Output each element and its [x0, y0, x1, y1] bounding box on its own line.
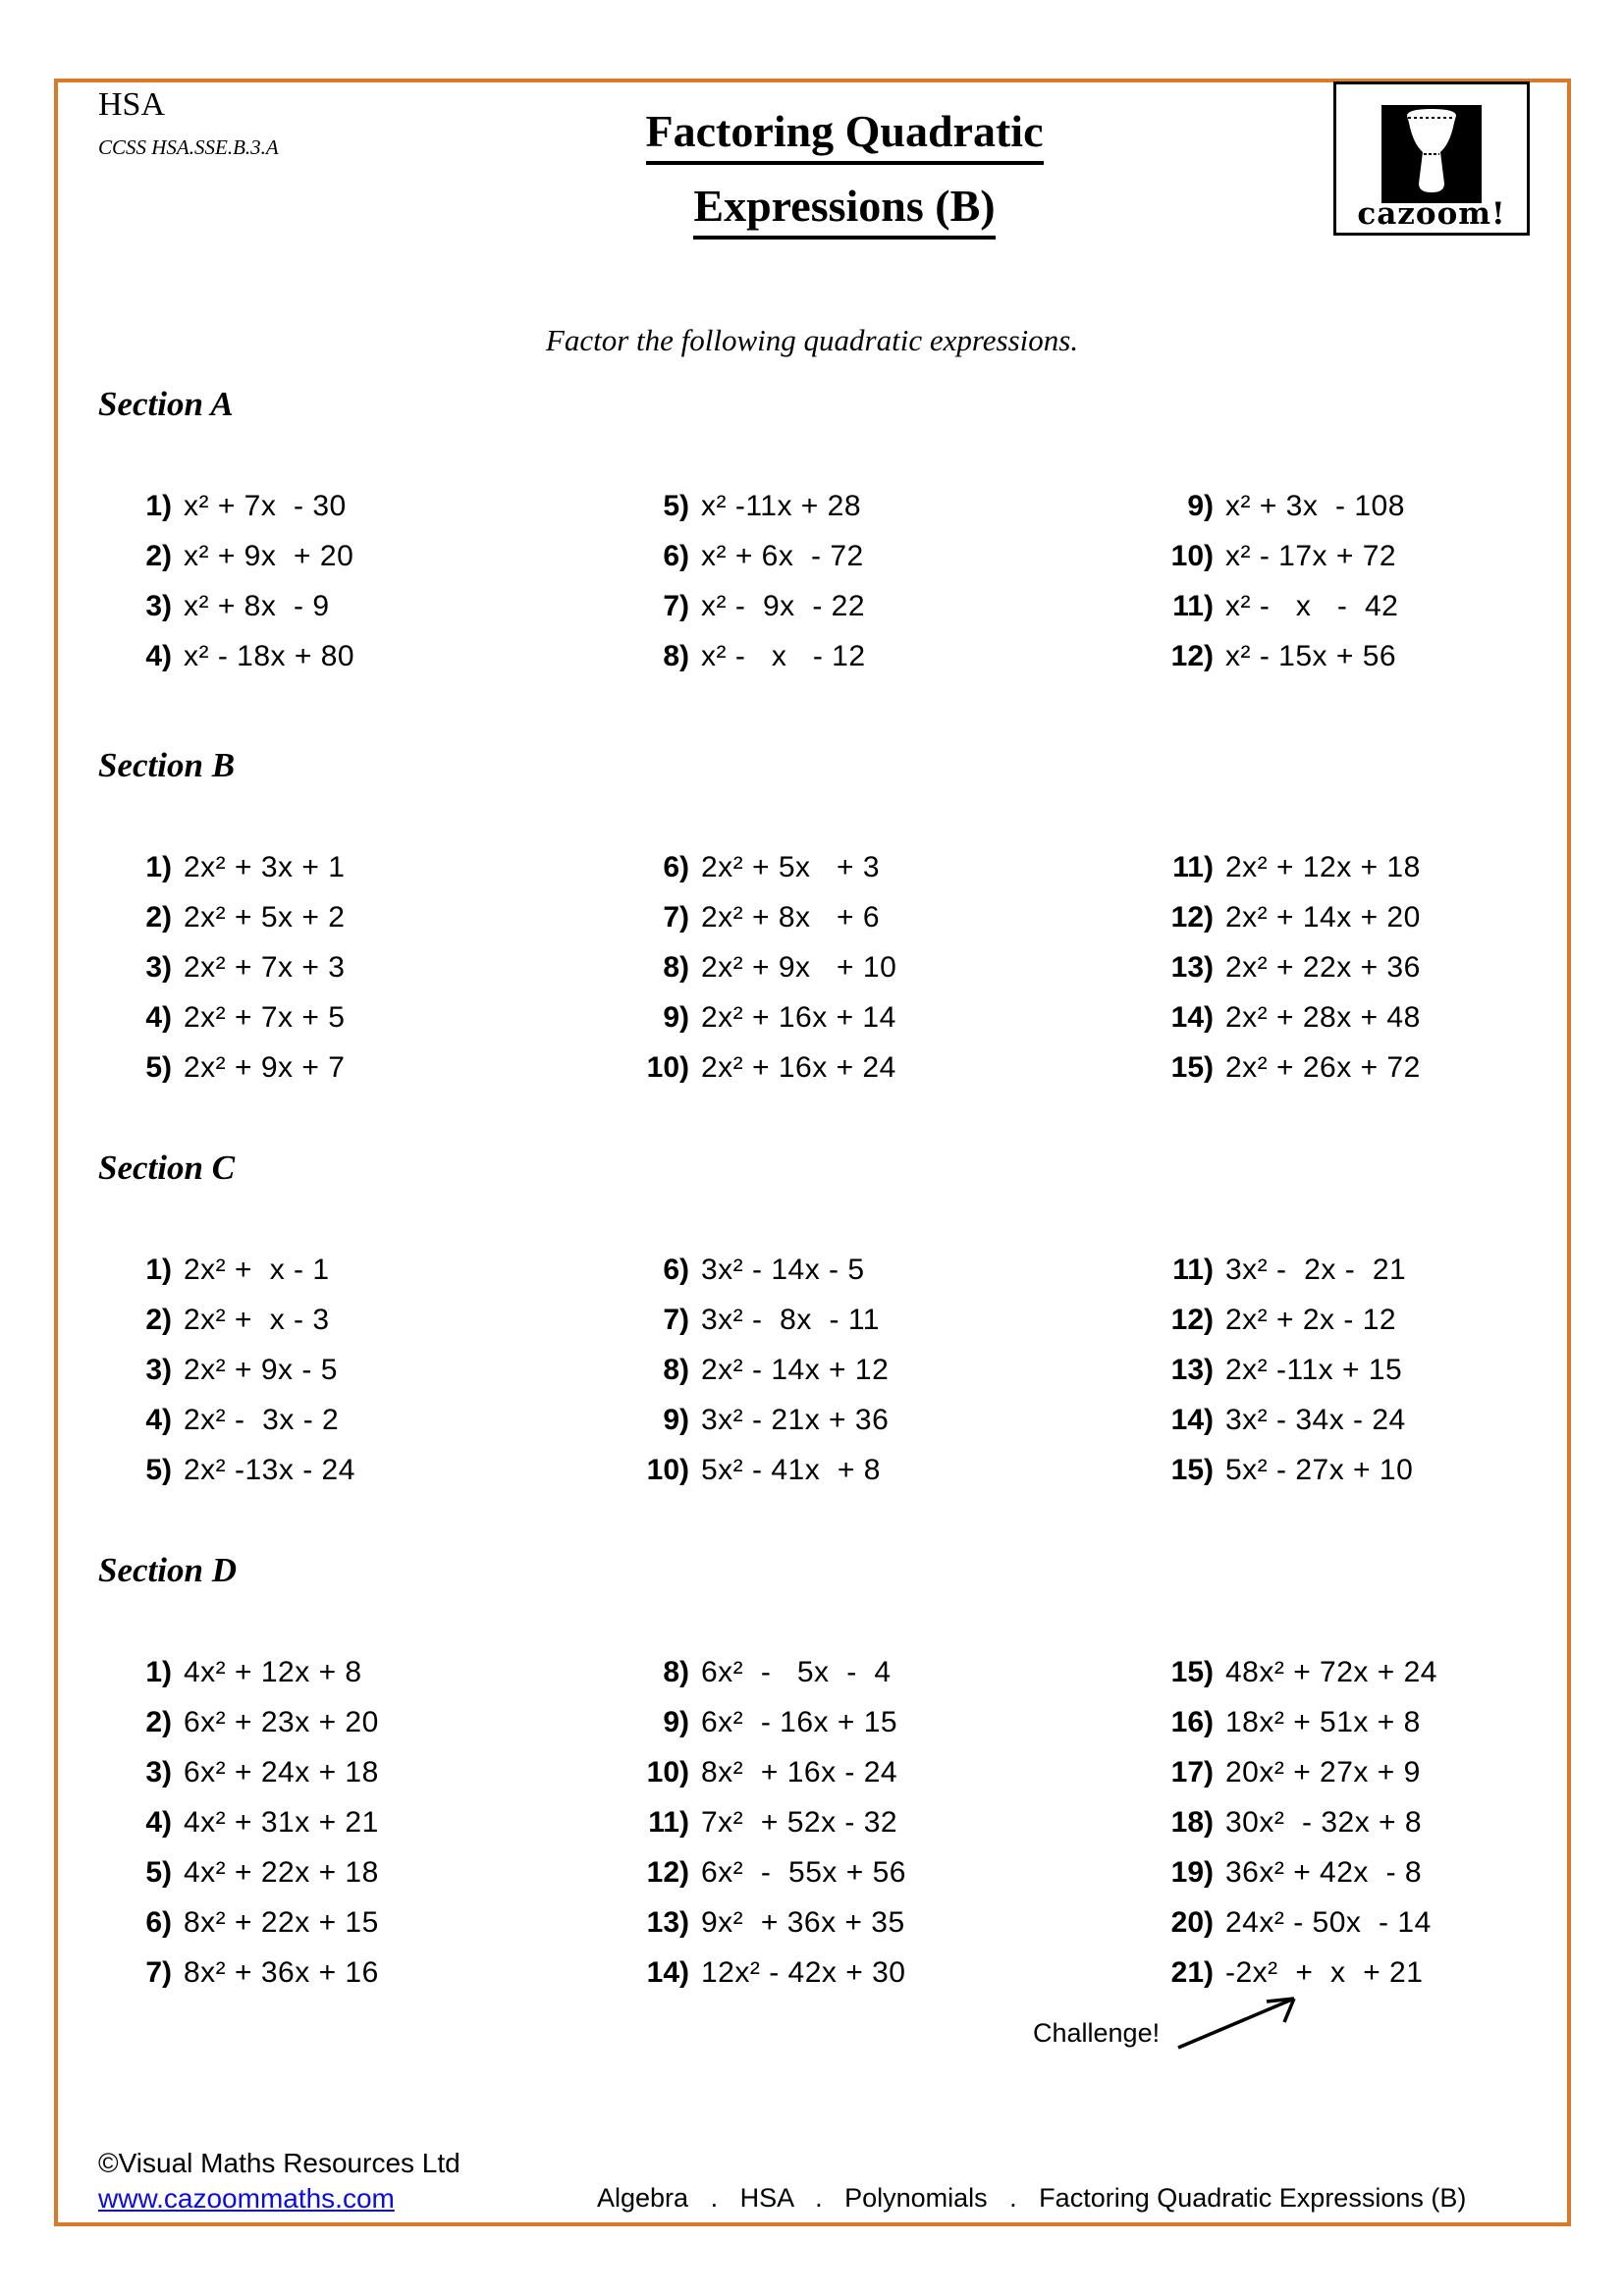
problem-expression: 2x² + 16x + 24 — [701, 1050, 896, 1084]
problem-number: 7) — [663, 1303, 689, 1336]
problem-number: 5) — [663, 489, 689, 522]
problem-item — [611, 1245, 889, 1295]
problem-item — [611, 531, 866, 581]
problem-item — [1135, 1847, 1437, 1897]
problem-expression: 4x² + 31x + 21 — [184, 1805, 379, 1839]
page-title-line1: Factoring Quadratic — [646, 102, 1044, 165]
problem-item — [1135, 581, 1405, 631]
problem-expression: 2x² + 2x - 12 — [1225, 1303, 1397, 1336]
problem-expression: x² + 7x - 30 — [184, 489, 347, 522]
problem-number: 2) — [145, 1303, 172, 1336]
problem-number: 20) — [1170, 1905, 1214, 1939]
problem-item — [1135, 992, 1421, 1042]
problem-number: 14) — [646, 1955, 689, 1989]
problem-item — [611, 1647, 906, 1697]
problem-item — [611, 1897, 906, 1948]
problem-expression: 2x² - 14x + 12 — [701, 1353, 890, 1386]
problem-item — [611, 992, 896, 1042]
problem-item — [93, 1847, 379, 1897]
problem-number: 15) — [1170, 1453, 1214, 1486]
problem-item — [93, 1245, 355, 1295]
problem-number: 11) — [1172, 1253, 1214, 1286]
problem-number: 6) — [663, 850, 689, 883]
problem-column — [1135, 1245, 1413, 1495]
problem-number: 10) — [646, 1453, 689, 1486]
problem-expression: 2x² + 9x - 5 — [184, 1353, 338, 1386]
problem-item — [611, 1042, 896, 1093]
problem-number: 16) — [1170, 1705, 1214, 1738]
problem-number: 10) — [646, 1050, 689, 1084]
problem-expression: 6x² + 23x + 20 — [184, 1705, 379, 1738]
problem-expression: 8x² + 22x + 15 — [184, 1905, 379, 1939]
problem-item — [611, 581, 866, 631]
problem-number: 18) — [1170, 1805, 1214, 1839]
problem-column — [611, 481, 866, 681]
problem-item — [611, 1797, 906, 1847]
problem-expression: 2x² + 8x + 6 — [701, 900, 881, 934]
problem-item — [1135, 892, 1421, 942]
problem-item — [1135, 531, 1405, 581]
problem-item — [1135, 1797, 1437, 1847]
problem-expression: 6x² - 55x + 56 — [701, 1855, 906, 1889]
problem-expression: 36x² + 42x - 8 — [1225, 1855, 1423, 1889]
problem-expression: 2x² + 3x + 1 — [184, 850, 346, 883]
problem-item — [93, 1445, 355, 1495]
problem-expression: 2x² + 28x + 48 — [1225, 1000, 1421, 1034]
problem-expression: 2x² + x - 3 — [184, 1303, 330, 1336]
problem-item — [93, 1042, 345, 1093]
problem-expression: x² - 17x + 72 — [1225, 539, 1397, 572]
problem-item — [1135, 1245, 1413, 1295]
problem-expression: 8x² + 16x - 24 — [701, 1755, 898, 1789]
problem-number: 9) — [663, 1403, 689, 1436]
problem-expression: 2x² + 22x + 36 — [1225, 950, 1421, 984]
problem-item — [93, 942, 345, 992]
problem-expression: 4x² + 12x + 8 — [184, 1655, 362, 1688]
problem-item — [611, 1395, 889, 1445]
problem-column — [93, 1647, 379, 1998]
problem-item — [611, 631, 866, 681]
problem-number: 12) — [1170, 1303, 1214, 1336]
problem-expression: 2x² + 16x + 14 — [701, 1000, 896, 1034]
problem-expression: x² - x - 12 — [701, 639, 866, 672]
section-heading: Section B — [98, 746, 236, 784]
problem-number: 7) — [663, 900, 689, 934]
problem-number: 12) — [1170, 639, 1214, 672]
problem-number: 1) — [145, 850, 172, 883]
problem-item — [611, 1445, 889, 1495]
problem-number: 11) — [1172, 850, 1214, 883]
problem-number: 21) — [1170, 1955, 1214, 1989]
problem-number: 4) — [145, 639, 172, 672]
problem-item — [93, 481, 354, 531]
problem-item — [1135, 1747, 1437, 1797]
problem-number: 1) — [145, 1253, 172, 1286]
problem-number: 11) — [1172, 589, 1214, 622]
problem-number: 13) — [1170, 1353, 1214, 1386]
problem-number: 6) — [663, 539, 689, 572]
problem-item — [93, 531, 354, 581]
problem-column — [611, 1245, 889, 1495]
problem-number: 2) — [145, 1705, 172, 1738]
section-heading: Section C — [98, 1148, 236, 1187]
problem-expression: x² + 6x - 72 — [701, 539, 864, 572]
problem-expression: 6x² - 5x - 4 — [701, 1655, 892, 1688]
problem-item — [611, 1697, 906, 1747]
problem-item — [93, 842, 345, 892]
problem-expression: 20x² + 27x + 9 — [1225, 1755, 1421, 1789]
problem-expression: x² -11x + 28 — [701, 489, 862, 522]
problem-item — [1135, 1897, 1437, 1948]
problem-expression: 2x² - 3x - 2 — [184, 1403, 340, 1436]
problem-item — [93, 1897, 379, 1948]
problem-expression: 2x² + x - 1 — [184, 1253, 330, 1286]
problem-expression: 8x² + 36x + 16 — [184, 1955, 379, 1989]
problem-item — [611, 1295, 889, 1345]
problem-expression: 2x² + 5x + 2 — [184, 900, 346, 934]
problem-expression: 18x² + 51x + 8 — [1225, 1705, 1421, 1738]
problem-number: 5) — [145, 1453, 172, 1486]
challenge-arrow-icon — [1170, 1985, 1318, 2058]
standard-code: CCSS HSA.SSE.B.3.A — [98, 135, 279, 159]
problem-expression: 3x² - 21x + 36 — [701, 1403, 890, 1436]
problem-number: 6) — [145, 1905, 172, 1939]
problem-number: 1) — [145, 1655, 172, 1688]
problem-number: 8) — [663, 950, 689, 984]
problem-number: 1) — [145, 489, 172, 522]
problem-item — [611, 842, 896, 892]
problem-expression: x² - x - 42 — [1225, 589, 1399, 622]
breadcrumb: Algebra . HSA . Polynomials . Factoring Quadratic Expressions (B) — [597, 2183, 1467, 2213]
problem-number: 8) — [663, 1655, 689, 1688]
djembe-drum-icon — [1381, 105, 1482, 203]
problem-expression: 7x² + 52x - 32 — [701, 1805, 898, 1839]
problem-number: 3) — [145, 1353, 172, 1386]
problem-item — [93, 1797, 379, 1847]
problem-column — [611, 842, 896, 1093]
worksheet-instruction: Factor the following quadratic expressions. — [545, 323, 1079, 357]
problem-number: 4) — [145, 1000, 172, 1034]
problem-item — [93, 1395, 355, 1445]
copyright-text: ©Visual Maths Resources Ltd — [98, 2148, 460, 2178]
page-title — [422, 94, 1267, 243]
problem-column — [93, 842, 345, 1093]
problem-expression: 24x² - 50x - 14 — [1225, 1905, 1432, 1939]
problem-item — [611, 892, 896, 942]
cazoom-logo-text: cazoom! — [1357, 196, 1506, 232]
problem-item — [93, 581, 354, 631]
problem-number: 15) — [1170, 1050, 1214, 1084]
problem-number: 7) — [145, 1955, 172, 1989]
problem-expression: 30x² - 32x + 8 — [1225, 1805, 1423, 1839]
problem-item — [93, 631, 354, 681]
problem-expression: 12x² - 42x + 30 — [701, 1955, 906, 1989]
website-link[interactable]: www.cazoommaths.com — [98, 2183, 395, 2214]
problem-item — [1135, 942, 1421, 992]
problem-column — [611, 1647, 906, 1998]
problem-item — [611, 1847, 906, 1897]
problem-item — [611, 1948, 906, 1998]
problem-item — [1135, 842, 1421, 892]
problem-expression: 48x² + 72x + 24 — [1225, 1655, 1437, 1688]
problem-expression: 2x² -11x + 15 — [1225, 1353, 1403, 1386]
problem-column — [1135, 1647, 1437, 1998]
problem-expression: 2x² + 12x + 18 — [1225, 850, 1421, 883]
problem-number: 3) — [145, 1755, 172, 1789]
problem-item — [1135, 1445, 1413, 1495]
section-heading: Section D — [98, 1551, 237, 1589]
problem-item — [1135, 1647, 1437, 1697]
problem-expression: 2x² + 7x + 3 — [184, 950, 346, 984]
problem-expression: 4x² + 22x + 18 — [184, 1855, 379, 1889]
problem-expression: 2x² + 9x + 7 — [184, 1050, 346, 1084]
problem-expression: x² - 9x - 22 — [701, 589, 866, 622]
problem-number: 19) — [1170, 1855, 1214, 1889]
page-title-line2: Expressions (B) — [693, 177, 995, 240]
problem-item — [1135, 1697, 1437, 1747]
problem-item — [1135, 1295, 1413, 1345]
problem-item — [93, 1697, 379, 1747]
problem-expression: 3x² - 34x - 24 — [1225, 1403, 1406, 1436]
problem-expression: x² + 8x - 9 — [184, 589, 330, 622]
challenge-label: Challenge! — [1033, 2018, 1161, 2048]
problem-number: 11) — [648, 1805, 689, 1839]
problem-expression: 6x² - 16x + 15 — [701, 1705, 898, 1738]
problem-expression: 2x² + 14x + 20 — [1225, 900, 1421, 934]
problem-item — [1135, 1395, 1413, 1445]
problem-expression: 3x² - 2x - 21 — [1225, 1253, 1407, 1286]
problem-item — [93, 1295, 355, 1345]
problem-column — [93, 1245, 355, 1495]
problem-item — [611, 481, 866, 531]
problem-number: 15) — [1170, 1655, 1214, 1688]
problem-expression: x² - 18x + 80 — [184, 639, 355, 672]
problem-number: 9) — [663, 1000, 689, 1034]
cazoom-logo — [1333, 81, 1530, 236]
problem-number: 8) — [663, 1353, 689, 1386]
problem-number: 7) — [663, 589, 689, 622]
problem-item — [93, 1345, 355, 1395]
problem-number: 14) — [1170, 1000, 1214, 1034]
problem-item — [93, 1747, 379, 1797]
problem-number: 17) — [1170, 1755, 1214, 1789]
problem-expression: 5x² - 41x + 8 — [701, 1453, 881, 1486]
problem-item — [1135, 631, 1405, 681]
problem-number: 3) — [145, 589, 172, 622]
problem-item — [93, 992, 345, 1042]
problem-number: 9) — [1187, 489, 1214, 522]
problem-number: 10) — [646, 1755, 689, 1789]
problem-item — [611, 1345, 889, 1395]
problem-expression: 2x² + 7x + 5 — [184, 1000, 346, 1034]
problem-item — [611, 942, 896, 992]
problem-number: 13) — [646, 1905, 689, 1939]
problem-number: 6) — [663, 1253, 689, 1286]
problem-number: 4) — [145, 1403, 172, 1436]
problem-number: 3) — [145, 950, 172, 984]
problem-expression: 2x² + 5x + 3 — [701, 850, 881, 883]
problem-number: 5) — [145, 1050, 172, 1084]
problem-number: 13) — [1170, 950, 1214, 984]
problem-item — [93, 1948, 379, 1998]
problem-number: 12) — [1170, 900, 1214, 934]
problem-item — [1135, 1042, 1421, 1093]
problem-number: 5) — [145, 1855, 172, 1889]
problem-number: 9) — [663, 1705, 689, 1738]
problem-item — [611, 1747, 906, 1797]
problem-expression: x² + 3x - 108 — [1225, 489, 1405, 522]
problem-expression: 2x² -13x - 24 — [184, 1453, 355, 1486]
problem-expression: -2x² + x + 21 — [1225, 1955, 1424, 1989]
problem-column — [1135, 842, 1421, 1093]
problem-expression: 6x² + 24x + 18 — [184, 1755, 379, 1789]
problem-item — [93, 1647, 379, 1697]
problem-number: 4) — [145, 1805, 172, 1839]
problem-column — [93, 481, 354, 681]
problem-expression: 9x² + 36x + 35 — [701, 1905, 905, 1939]
course-code: HSA — [98, 86, 166, 123]
section-heading: Section A — [98, 385, 234, 423]
problem-expression: 3x² - 8x - 11 — [701, 1303, 880, 1336]
problem-expression: x² + 9x + 20 — [184, 539, 354, 572]
problem-number: 10) — [1170, 539, 1214, 572]
problem-number: 14) — [1170, 1403, 1214, 1436]
problem-number: 2) — [145, 900, 172, 934]
problem-number: 8) — [663, 639, 689, 672]
problem-number: 12) — [646, 1855, 689, 1889]
problem-column — [1135, 481, 1405, 681]
problem-item — [93, 892, 345, 942]
problem-expression: 2x² + 26x + 72 — [1225, 1050, 1421, 1084]
problem-expression: 5x² - 27x + 10 — [1225, 1453, 1414, 1486]
problem-number: 2) — [145, 539, 172, 572]
problem-expression: x² - 15x + 56 — [1225, 639, 1397, 672]
problem-item — [1135, 481, 1405, 531]
problem-expression: 2x² + 9x + 10 — [701, 950, 897, 984]
problem-expression: 3x² - 14x - 5 — [701, 1253, 865, 1286]
problem-item — [1135, 1345, 1413, 1395]
